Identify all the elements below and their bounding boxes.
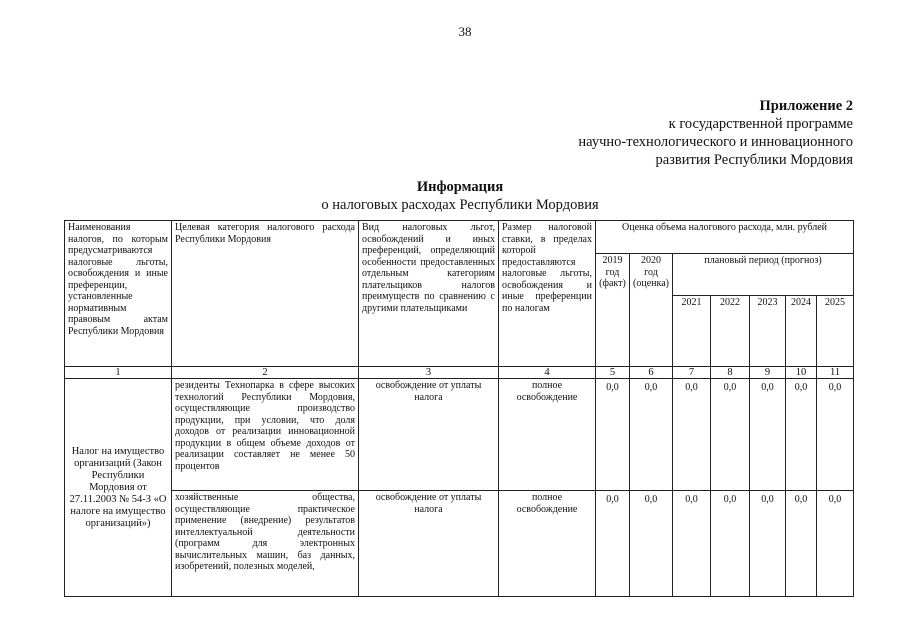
value-2024: 0,0 <box>786 491 817 597</box>
value-2023: 0,0 <box>750 379 786 491</box>
column-number: 8 <box>711 367 750 379</box>
header-benefit-type: Вид налоговых льгот, освобождений и иных преференций, определяющий особенности предоставленных отдельным категориям плательщиков налогов преимуществ по сравнению с другими плательщиками <box>359 221 499 367</box>
tax-rate-cell: полное освобождение <box>499 379 596 491</box>
value-2025: 0,0 <box>817 379 854 491</box>
value-2019: 0,0 <box>596 379 630 491</box>
header-year-2025: 2025 <box>817 296 854 367</box>
value-2022: 0,0 <box>711 379 750 491</box>
target-category-cell: хозяйственные общества, осуществляющие практическое применение (внедрение) результатов интеллектуальной деятельности (программ для электронных вычислительных машин, баз данных, изобретений, полезных моделей, <box>172 491 359 597</box>
header-year-2021: 2021 <box>673 296 711 367</box>
header-year-2020: 2020 год (оценка) <box>630 254 673 367</box>
header-year-2023: 2023 <box>750 296 786 367</box>
header-tax-rate: Размер налоговой ставки, в пределах которой предоставляются налоговые льготы, освобождения и иные преференции по налогам <box>499 221 596 367</box>
column-number: 7 <box>673 367 711 379</box>
column-number: 3 <box>359 367 499 379</box>
appendix-line: развития Республики Мордовия <box>655 152 853 168</box>
page-number: 38 <box>458 24 472 39</box>
tax-rate-cell: полное освобождение <box>499 491 596 597</box>
value-2020: 0,0 <box>630 491 673 597</box>
document-subtitle: о налоговых расходах Республики Мордовия <box>321 197 599 213</box>
value-2022: 0,0 <box>711 491 750 597</box>
header-year-2019: 2019 год (факт) <box>596 254 630 367</box>
column-number: 10 <box>786 367 817 379</box>
appendix-line: научно-технологического и инновационного <box>578 134 853 150</box>
header-estimate: Оценка объема налогового расхода, млн. рублей <box>596 221 854 254</box>
column-number: 9 <box>750 367 786 379</box>
column-number: 4 <box>499 367 596 379</box>
header-target-category: Целевая категория налогового расхода Республики Мордовия <box>172 221 359 367</box>
tax-expenditure-table <box>64 220 854 597</box>
tax-name-cell: Налог на имущество организаций (Закон Республики Мордовия от 27.11.2003 № 54-З «О налоге на имущество организаций») <box>65 379 172 597</box>
benefit-type-cell: освобождение от уплаты налога <box>359 491 499 597</box>
value-2023: 0,0 <box>750 491 786 597</box>
target-category-cell: резиденты Технопарка в сфере высоких технологий Республики Мордовия, осуществляющие производство продукции, при условии, что доля доходов от реализации инновационной продукции в общем объеме доходов от реализации составляет не менее 50 процентов <box>172 379 359 491</box>
column-number: 11 <box>817 367 854 379</box>
document-title: Информация <box>416 179 504 195</box>
appendix-line: к государственной программе <box>668 116 853 132</box>
header-year-2022: 2022 <box>711 296 750 367</box>
column-number: 6 <box>630 367 673 379</box>
column-number: 2 <box>172 367 359 379</box>
appendix-caption <box>470 97 853 169</box>
header-planned-period: плановый период (прогноз) <box>673 254 854 296</box>
value-2024: 0,0 <box>786 379 817 491</box>
column-number: 1 <box>65 367 172 379</box>
table-row <box>65 379 854 491</box>
column-number: 5 <box>596 367 630 379</box>
value-2021: 0,0 <box>673 491 711 597</box>
header-tax-names: Наименования налогов, по которым предусматриваются налоговые льготы, освобождения и иные преференции, установленные нормативным правовым актам Республики Мордовия <box>65 221 172 367</box>
table-row <box>65 491 854 597</box>
appendix-title: Приложение 2 <box>759 98 853 114</box>
benefit-type-cell: освобождение от уплаты налога <box>359 379 499 491</box>
value-2020: 0,0 <box>630 379 673 491</box>
value-2021: 0,0 <box>673 379 711 491</box>
header-year-2024: 2024 <box>786 296 817 367</box>
value-2019: 0,0 <box>596 491 630 597</box>
column-number-row <box>65 367 854 379</box>
value-2025: 0,0 <box>817 491 854 597</box>
